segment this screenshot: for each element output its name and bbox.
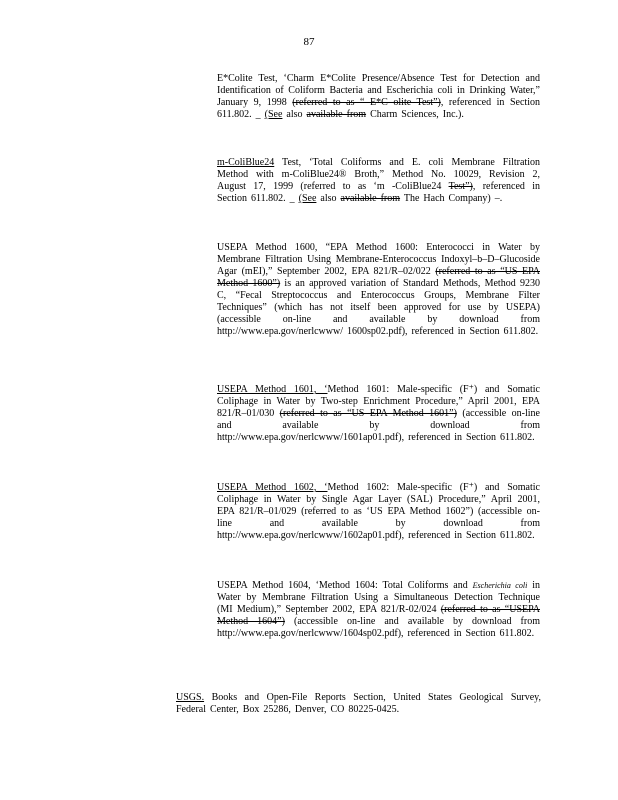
entry-text: Charm Sciences, Inc.).	[366, 109, 464, 120]
struck-text: (referred to as “US EPA Method 1601”)	[279, 408, 457, 419]
entry-text: , referenced in Section 611.802. _	[217, 181, 540, 204]
inserted-text: USEPA Method 1602, ‘	[217, 482, 328, 493]
entry-text: also	[282, 109, 307, 120]
struck-text: available from	[340, 193, 401, 204]
struck-text: (referred to as “US EPA Method 1600”)	[217, 266, 540, 289]
reference-usepa-1600	[217, 242, 540, 338]
entry-text: (accessible on-line and available by download from http://www.epa.gov/nerlcwww/1604sp02.pdf), referenced in Section 611.802.	[217, 616, 540, 639]
inserted-text: (See	[298, 193, 317, 204]
entry-text: in Water by Membrane Filtration Using a Simultaneous Detection Technique (MI Medium),” September 2002, EPA 821/R-02/024	[217, 580, 541, 615]
entry-text: Method 1601: Male-specific (F⁺) and Somatic Coliphage in Water by Two-step Enrichment Procedure,” April 2001, EPA 821/R–01/030	[217, 384, 540, 419]
reference-usepa-1601	[217, 384, 540, 444]
page-number: 87	[303, 36, 315, 48]
struck-text: Test”)	[448, 181, 473, 192]
entry-text: , referenced in Section 611.802. _	[217, 97, 540, 120]
struck-text: (referred to as “ E*C olite Test”)	[292, 97, 441, 108]
inserted-text: USEPA Method 1601, ‘	[217, 384, 328, 395]
reference-usgs	[176, 692, 541, 716]
entry-text: Method 1602: Male-specific (F⁺) and Somatic Coliphage in Water by Single Agar Layer (SAL) Procedure,” April 2001, EPA 821/R–01/029 (referred to as ‘US EPA Method 1602”) (accessible on-line and available by download from http://www.epa.gov/nerlcwww/1602ap01.pdf), referenced in Section 611.802.	[217, 482, 540, 541]
entry-text: is an approved variation of Standard Methods, Method 9230 C, “Fecal Streptococcus and Enterococcus Groups, Membrane Filter Techniques” (which has not itself been approved for use by USEPA) (accessible on-line and available by download from http://www.epa.gov/nerlcwww/ 1600sp02.pdf), referenced in Section 611.802.	[217, 278, 540, 337]
reference-usepa-1604	[217, 580, 540, 640]
inserted-text: (See	[264, 109, 283, 120]
struck-text: available from	[306, 109, 367, 120]
entry-text: Test, ‘Total Coliforms and E. coli Membrane Filtration Method with m-ColiBlue24® Broth,” Method No. 10029, Revision 2, August 17, 1999 (referred to as ‘m -ColiBlue24	[217, 157, 540, 192]
italic-text: Escherichia coli	[472, 581, 528, 590]
reference-m-coliblue24	[217, 157, 540, 205]
entry-text: The Hach Company) –.	[400, 193, 503, 204]
entry-text: (accessible on-line and available by download from http://www.epa.gov/nerlcwww/1601ap01.pdf), referenced in Section 611.802.	[217, 408, 540, 443]
inserted-text: m-ColiBlue24	[217, 157, 275, 168]
reference-ecolite	[217, 73, 540, 121]
entry-text: USEPA Method 1604, ‘Method 1604: Total Coliforms and	[217, 580, 473, 591]
entry-text: Books and Open-File Reports Section, United States Geological Survey, Federal Center, Box 25286, Denver, CO 80225-0425.	[176, 692, 541, 715]
entry-text: also	[316, 193, 341, 204]
inserted-text: USGS.	[176, 692, 205, 703]
reference-usepa-1602	[217, 482, 540, 542]
struck-text: (referred to as “USEPA Method 1604”)	[217, 604, 540, 627]
entry-text: E*Colite Test, ‘Charm E*Colite Presence/Absence Test for Detection and Identification of Coliform Bacteria and Escherichia coli in Drinking Water,” January 9, 1998	[217, 73, 540, 108]
entry-text: USEPA Method 1600, “EPA Method 1600: Enterococci in Water by Membrane Filtration Using Membrane-Enterococcus Indoxyl–b–D–Glucoside Agar (mEI),” September 2002, EPA 821/R–02/022	[217, 242, 540, 277]
